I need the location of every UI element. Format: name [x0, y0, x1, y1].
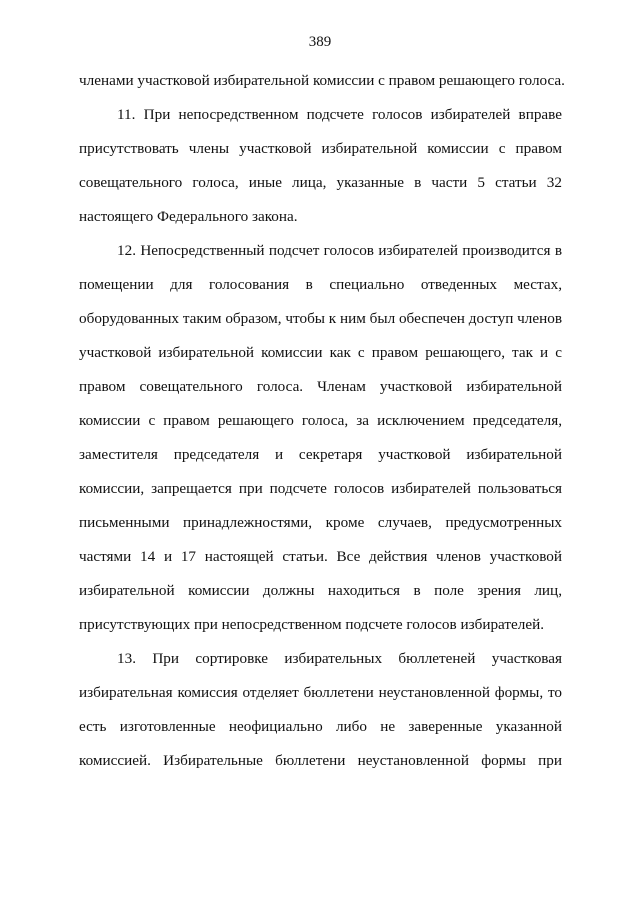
text-line: комиссии, запрещается при подсчете голосов избирателей пользоваться [79, 480, 562, 497]
body-text [79, 64, 565, 778]
text-line: присутствующих при непосредственном подсчете голосов избирателей. [79, 616, 545, 633]
text-line: присутствовать члены участковой избирательной комиссии с правом [79, 140, 562, 157]
paragraph-12-line: 12. Непосредственный подсчет голосов избирателей производится в [117, 242, 562, 259]
paragraph-13-line: 13. При сортировке избирательных бюллетеней участковая [117, 650, 562, 667]
page-number: 389 [308, 34, 332, 50]
text-line: избирательной комиссии должны находиться в поле зрения лиц, [79, 582, 562, 599]
text-line: настоящего Федерального закона. [79, 208, 298, 225]
text-line: избирательная комиссия отделяет бюллетени неустановленной формы, то [79, 684, 562, 701]
text-line: правом совещательного голоса. Членам участковой избирательной [79, 378, 562, 395]
text-line: совещательного голоса, иные лица, указанные в части 5 статьи 32 [79, 174, 562, 191]
text-line: есть изготовленные неофициально либо не заверенные указанной [79, 718, 562, 735]
text-line: участковой избирательной комиссии как с правом решающего, так и с [79, 344, 562, 361]
text-line: комиссии с правом решающего голоса, за исключением председателя, [79, 412, 562, 429]
text-line: письменными принадлежностями, кроме случаев, предусмотренных [79, 514, 562, 531]
text-line: членами участковой избирательной комиссии с правом решающего голоса. [79, 72, 565, 89]
text-line: помещении для голосования в специально отведенных местах, [79, 276, 562, 293]
text-line: частями 14 и 17 настоящей статьи. Все действия членов участковой [79, 548, 562, 565]
text-line: комиссией. Избирательные бюллетени неустановленной формы при [79, 752, 562, 769]
paragraph-11-line: 11. При непосредственном подсчете голосов избирателей вправе [117, 106, 562, 123]
text-line: оборудованных таким образом, чтобы к ним был обеспечен доступ членов [79, 310, 562, 327]
text-line: заместителя председателя и секретаря участковой избирательной [79, 446, 562, 463]
